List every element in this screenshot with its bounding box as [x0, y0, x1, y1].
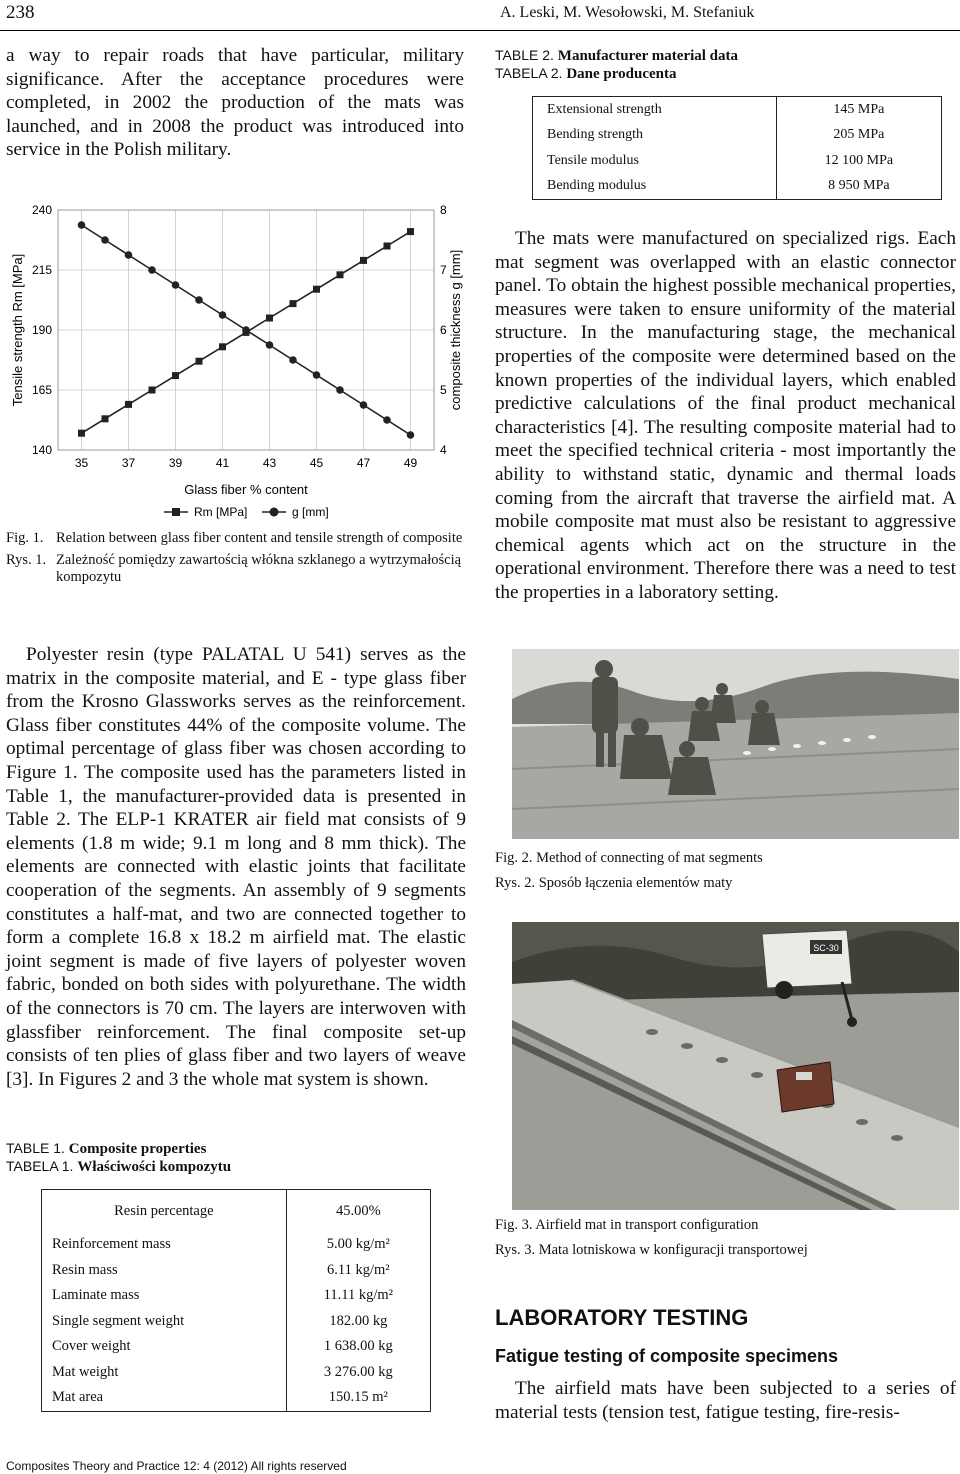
- header-rule: [0, 30, 960, 31]
- x-axis-label: Glass fiber % content: [184, 482, 308, 497]
- table-cell-label: Bending modulus: [547, 178, 647, 194]
- page-footer: Composites Theory and Practice 12: 4 (2012) All rights reserved: [6, 1459, 347, 1473]
- x-tick-label: 47: [356, 456, 371, 470]
- table-cell-value: 5.00 kg/m²: [326, 1236, 390, 1253]
- generator-sign: SC-30: [813, 943, 839, 953]
- data-point-g: [101, 236, 109, 244]
- data-point-g: [407, 431, 415, 439]
- y-right-tick-label: 8: [440, 203, 447, 217]
- section-paragraph: The airfield mats have been subjected to a series of material tests (tension test, fatigue testing, fire-resis-: [495, 1378, 956, 1423]
- data-point-rm: [360, 257, 367, 264]
- table-cell-value: 145 MPa: [776, 97, 941, 123]
- table2-caption: TABLE 2. Manufacturer material data TABELA 2. Dane producenta: [495, 47, 739, 82]
- data-point-rm: [219, 343, 226, 350]
- table-cell-label: Resin percentage: [42, 1190, 287, 1233]
- data-point-rm: [125, 401, 132, 408]
- y-tick-label: 215: [31, 263, 52, 277]
- section-subheading: Fatigue testing of composite specimens: [495, 1346, 839, 1366]
- x-tick-label: 49: [403, 456, 418, 470]
- table-row: [42, 1283, 431, 1309]
- y-right-tick-label: 7: [440, 263, 447, 277]
- data-point-g: [125, 251, 133, 259]
- chart-legend: [164, 505, 329, 519]
- table-row: [42, 1190, 431, 1233]
- data-point-rm: [149, 387, 156, 394]
- table-cell-value: 205 MPa: [776, 123, 941, 149]
- data-point-rm: [102, 415, 109, 422]
- table-row: [42, 1309, 431, 1335]
- data-point-g: [242, 326, 250, 334]
- data-point-g: [336, 386, 344, 394]
- table-cell-value: 12 100 MPa: [776, 148, 941, 174]
- x-tick-label: 45: [309, 456, 324, 470]
- x-tick-label: 37: [121, 456, 136, 470]
- intro-paragraph: a way to repair roads that have particular, military significance. After the acceptance procedures were completed, in 2002 the production of the mats was launched, and in 2008 the product was introduced into service in the Polish military.: [6, 45, 464, 161]
- x-tick-label: 43: [262, 456, 277, 470]
- table-cell-label: Single segment weight: [42, 1309, 287, 1335]
- data-point-g: [383, 416, 391, 424]
- table-cell-value: 150.15 m²: [328, 1389, 388, 1406]
- data-point-g: [148, 266, 156, 274]
- y-tick-label: 140: [31, 443, 52, 457]
- data-point-rm: [290, 300, 297, 307]
- table-cell-value: 3 276.00 kg: [323, 1363, 393, 1380]
- table-cell-label: Extensional strength: [547, 101, 662, 117]
- data-point-g: [266, 341, 274, 349]
- data-point-rm: [337, 271, 344, 278]
- data-point-g: [289, 356, 297, 364]
- table1: [41, 1189, 431, 1412]
- table-row: [533, 97, 942, 123]
- data-point-g: [219, 311, 227, 319]
- data-point-g: [172, 281, 180, 289]
- data-point-g: [78, 221, 86, 229]
- table-row: [42, 1232, 431, 1258]
- fig2-caption: Fig. 2. Method of connecting of mat segments Rys. 2. Sposób łączenia elementów maty: [495, 850, 763, 891]
- table-cell-label: Resin mass: [42, 1258, 287, 1284]
- table-cell-label: Reinforcement mass: [42, 1232, 287, 1258]
- y-right-tick-label: 6: [440, 323, 447, 337]
- data-point-rm: [313, 286, 320, 293]
- y-axis-label-right: composite thickness g [mm]: [448, 249, 463, 411]
- y-tick-label: 190: [31, 323, 52, 337]
- table-cell-label: Mat weight: [42, 1360, 287, 1386]
- data-point-rm: [384, 243, 391, 250]
- data-point-rm: [78, 430, 85, 437]
- data-point-rm: [172, 372, 179, 379]
- right-paragraph: The mats were manufactured on specialized rigs. Each mat segment was overlapped with an elastic connector panel. To obtain the highest possible mechanical properties, measures were taken to ensure uniformity of the material structure. In the manufacturing stage, the mechanical properties of the composite were determined based on the known properties of the individual layers, which enabled predictive calculations of the final product mechanical characteristics [4]. The resulting composite material had to meet the specified technical criteria - most importantly the ability to withstand static, dynamic and thermal loads coming from the aircraft that traverse the airfield mat. A mobile composite mat must also be resistant to aggressive chemical agents which act on the structure in the operational environment. Therefore there was a need to test the properties in a laboratory setting.: [495, 228, 956, 603]
- table-cell-value: 1 638.00 kg: [323, 1338, 393, 1355]
- y-tick-label: 240: [31, 203, 52, 217]
- y-right-tick-label: 5: [440, 383, 447, 397]
- data-point-g: [360, 401, 368, 409]
- table-cell-value: 6.11 kg/m²: [327, 1261, 390, 1278]
- x-tick-label: 35: [74, 456, 89, 470]
- table-cell-label: Tensile modulus: [547, 152, 639, 168]
- table-row: [533, 148, 942, 174]
- data-point-g: [195, 296, 203, 304]
- running-header-authors: A. Leski, M. Wesołowski, M. Stefaniuk: [500, 4, 755, 21]
- table-row: [533, 174, 942, 200]
- legend-entry-g: g [mm]: [292, 505, 329, 519]
- toolbox-figure: [777, 1062, 834, 1112]
- fig3-photo: [512, 922, 959, 1210]
- table-row: [42, 1360, 431, 1386]
- table-cell-value: 11.11 kg/m²: [323, 1287, 393, 1304]
- table-cell-value: 45.00%: [335, 1202, 381, 1219]
- y-tick-label: 165: [31, 383, 52, 397]
- section-heading: LABORATORY TESTING: [495, 1305, 749, 1330]
- x-tick-label: 39: [168, 456, 183, 470]
- table-row: [42, 1258, 431, 1284]
- table-row: [42, 1334, 431, 1360]
- table-cell-label: Mat area: [42, 1385, 287, 1411]
- legend-marker-g: [270, 508, 279, 517]
- y-right-tick-label: 4: [440, 443, 447, 457]
- table-row: [42, 1385, 431, 1411]
- data-point-rm: [266, 315, 273, 322]
- page-number: 238: [6, 2, 35, 23]
- table2: [532, 96, 942, 200]
- table-cell-label: Laminate mass: [42, 1283, 287, 1309]
- table-cell-label: Bending strength: [547, 127, 644, 143]
- x-tick-label: 41: [215, 456, 230, 470]
- fig1-caption: Fig. 1. Relation between glass fiber content and tensile strength of composite Rys. 1. Zależność pomiędzy zawartością włókna szklanego a wytrzymałością kompozytu: [6, 530, 463, 585]
- table-cell-label: Cover weight: [42, 1334, 287, 1360]
- table-cell-value: 8 950 MPa: [776, 174, 941, 200]
- table-cell-value: 182.00 kg: [329, 1312, 388, 1329]
- fig3-caption: Fig. 3. Airfield mat in transport configuration Rys. 3. Mata lotniskowa w konfiguracji transportowej: [495, 1217, 808, 1258]
- body-paragraph: Polyester resin (type PALATAL U 541) serves as the matrix in the composite material, and E - type glass fiber from the Krosno Glassworks serves as the reinforcement. Glass fiber constitutes 44% of the composite volume. The optimal percentage of glass fiber was chosen according to Figure 1. The composite used has the parameters listed in Table 1, the manufacturer-provided data is presented in Table 2. The ELP-1 KRATER air field mat consists of 9 elements (1.8 m wide; 9.1 m long and 8 mm thick). The elements are connected with elastic joints that facilitate cooperation of the segments. An assembly of 9 segments constitutes a half-mat, and two are connected together to form a complete 16.8 x 18.2 m airfield mat. The elastic joint segment is made of five layers of polyester woven fabric, bonded on both sides with polyurethane. The width of the connectors is 70 cm. The layers are interwoven with glassfiber reinforcement. The final composite set-up consists of ten plies of glass fiber and two layers of weave [3]. In Figures 2 and 3 the whole mat system is shown.: [6, 644, 466, 1090]
- data-point-g: [313, 371, 321, 379]
- data-point-rm: [407, 228, 414, 235]
- fig2-photo: [512, 649, 959, 839]
- y-axis-label: Tensile strength Rm [MPa]: [10, 253, 25, 407]
- data-point-rm: [196, 358, 203, 365]
- table-row: [533, 123, 942, 149]
- legend-entry-rm: Rm [MPa]: [194, 505, 248, 519]
- legend-marker-rm: [172, 508, 180, 516]
- fig1-chart: [4, 190, 466, 524]
- table1-caption: TABLE 1. Composite properties TABELA 1. Właściwości kompozytu: [6, 1140, 232, 1175]
